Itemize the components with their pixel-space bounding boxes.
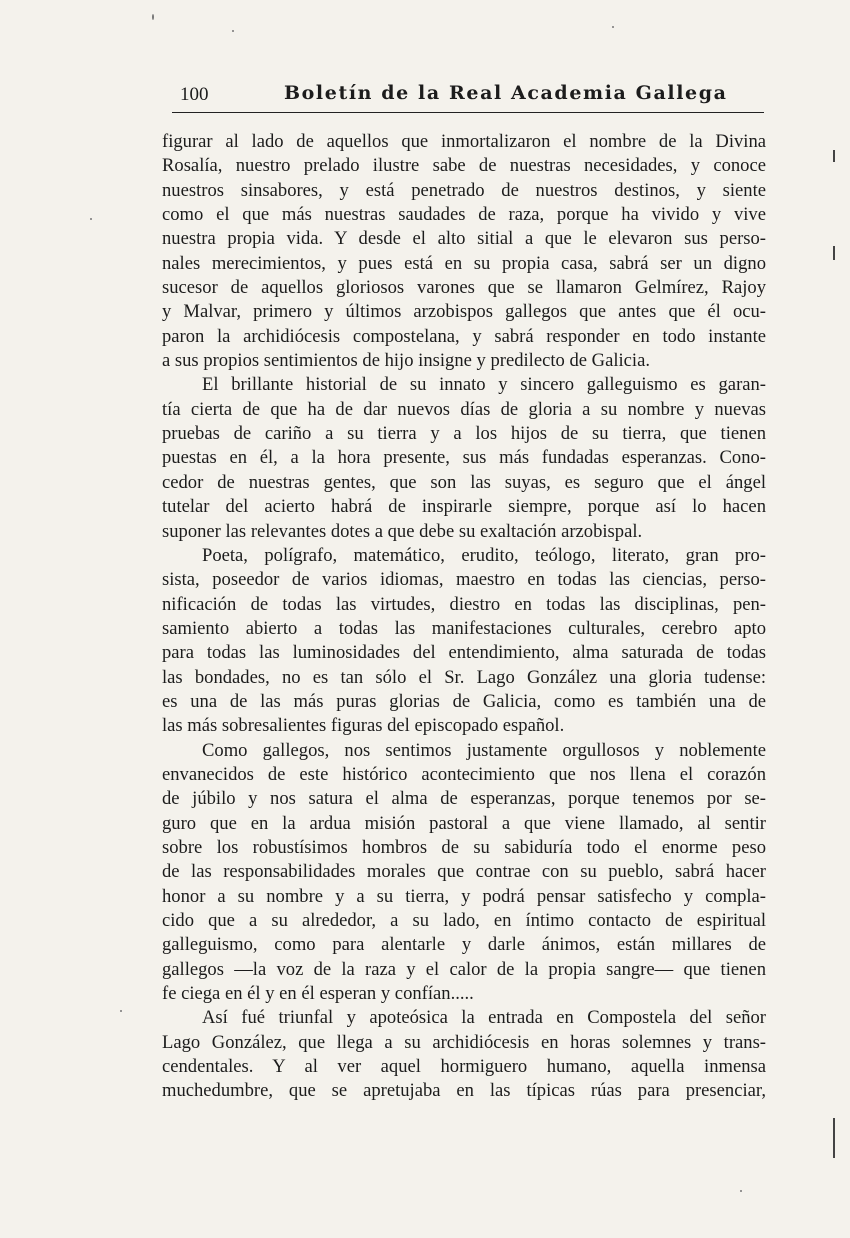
text-line: a sus propios sentimientos de hijo insigne y predilecto de Galicia. <box>162 350 650 372</box>
text-line: es una de las más puras glorias de Galicia, como es también una de <box>162 690 766 712</box>
text-line: las bondades, no es tan sólo el Sr. Lago González una gloria tudense: <box>162 666 766 688</box>
text-line: nuestros sinsabores, y está penetrado de nuestros destinos, y siente <box>162 179 766 201</box>
text-line: para todas las luminosidades del entendimiento, alma saturada de todas <box>162 642 766 664</box>
text-line: sista, poseedor de varios idiomas, maestro en todas las ciencias, perso- <box>162 569 766 591</box>
text-line: Rosalía, nuestro prelado ilustre sabe de nuestras necesidades, y conoce <box>162 155 766 177</box>
text-line: Así fué triunfal y apoteósica la entrada en Compostela del señor <box>202 1007 766 1029</box>
running-title: Boletín de la Real Academia Gallega <box>284 82 728 104</box>
text-line: envanecidos de este histórico acontecimiento que nos llena el corazón <box>162 763 766 785</box>
text-line: figurar al lado de aquellos que inmortalizaron el nombre de la Divina <box>162 131 766 152</box>
scan-speck <box>740 1190 742 1192</box>
text-line: suponer las relevantes dotes a que debe su exaltación arzobispal. <box>162 520 643 542</box>
text-line: como el que más nuestras saudades de raza, porque ha vivido y vive <box>162 204 766 226</box>
page-number: 100 <box>180 84 209 105</box>
scan-speck <box>232 30 234 32</box>
text-line: sucesor de aquellos gloriosos varones que se llamaron Gelmírez, Rajoy <box>162 277 766 299</box>
text-line: las más sobresalientes figuras del episcopado español. <box>162 715 565 737</box>
text-line: cendentales. Y al ver aquel hormiguero humano, aquella inmensa <box>162 1056 766 1078</box>
body-text <box>162 130 766 1104</box>
page-header <box>172 78 764 113</box>
text-line: muchedumbre, que se apretujaba en las típicas rúas para presenciar, <box>162 1080 766 1102</box>
text-line: Lago González, que llega a su archidiócesis en horas solemnes y trans- <box>162 1031 766 1053</box>
text-line: de júbilo y nos satura el alma de esperanzas, porque tenemos por se- <box>162 788 766 810</box>
margin-mark <box>833 246 835 260</box>
text-line: fe ciega en él y en él esperan y confían..... <box>162 983 474 1005</box>
text-line: tía cierta de que ha de dar nuevos días de gloria a su nombre y nuevas <box>162 398 766 420</box>
scan-speck <box>90 218 92 220</box>
text-line: samiento abierto a todas las manifestaciones culturales, cerebro apto <box>162 617 766 639</box>
text-line: cido que a su alrededor, a su lado, en íntimo contacto de espiritual <box>162 910 766 931</box>
text-line: gallegos —la voz de la raza y el calor de la propia sangre— que tienen <box>162 958 766 980</box>
text-line: pruebas de cariño a su tierra y a los hijos de su tierra, que tienen <box>162 423 766 445</box>
scan-speck <box>120 1010 122 1012</box>
scan-speck <box>612 26 614 28</box>
text-line: Como gallegos, nos sentimos justamente orgullosos y noblemente <box>202 739 766 761</box>
text-line: de las responsabilidades morales que contrae con su pueblo, sabrá hacer <box>162 861 766 883</box>
scan-speck <box>152 14 154 20</box>
text-line: nificación de todas las virtudes, diestro en todas las disciplinas, pen- <box>162 593 766 615</box>
text-line: tutelar del acierto habrá de inspirarle siempre, porque así lo hacen <box>162 496 766 518</box>
text-line: cedor de nuestras gentes, que son las suyas, es seguro que el ángel <box>162 471 766 493</box>
margin-mark <box>833 1118 835 1158</box>
text-line: nales merecimientos, y pues está en su propia casa, sabrá ser un digno <box>162 252 766 274</box>
text-line: puestas en él, a la hora presente, sus más fundadas esperanzas. Cono- <box>162 447 766 469</box>
text-line: paron la archidiócesis compostelana, y sabrá responder en todo instante <box>162 325 766 347</box>
text-line: El brillante historial de su innato y sincero galleguismo es garan- <box>202 374 766 396</box>
text-line: nuestra propia vida. Y desde el alto sitial a que le elevaron sus perso- <box>162 228 766 250</box>
text-line: galleguismo, como para alentarle y darle ánimos, están millares de <box>162 934 766 956</box>
text-line: y Malvar, primero y últimos arzobispos gallegos que antes que él ocu- <box>162 301 766 323</box>
text-line: sobre los robustísimos hombros de su sabiduría todo el enorme peso <box>162 836 766 858</box>
margin-mark <box>833 150 835 162</box>
text-line: honor a su nombre y a su tierra, y podrá pensar satisfecho y compla- <box>162 885 766 907</box>
text-line: guro que en la ardua misión pastoral a que viene llamado, al sentir <box>162 812 766 834</box>
text-line: Poeta, polígrafo, matemático, erudito, teólogo, literato, gran pro- <box>202 544 766 566</box>
